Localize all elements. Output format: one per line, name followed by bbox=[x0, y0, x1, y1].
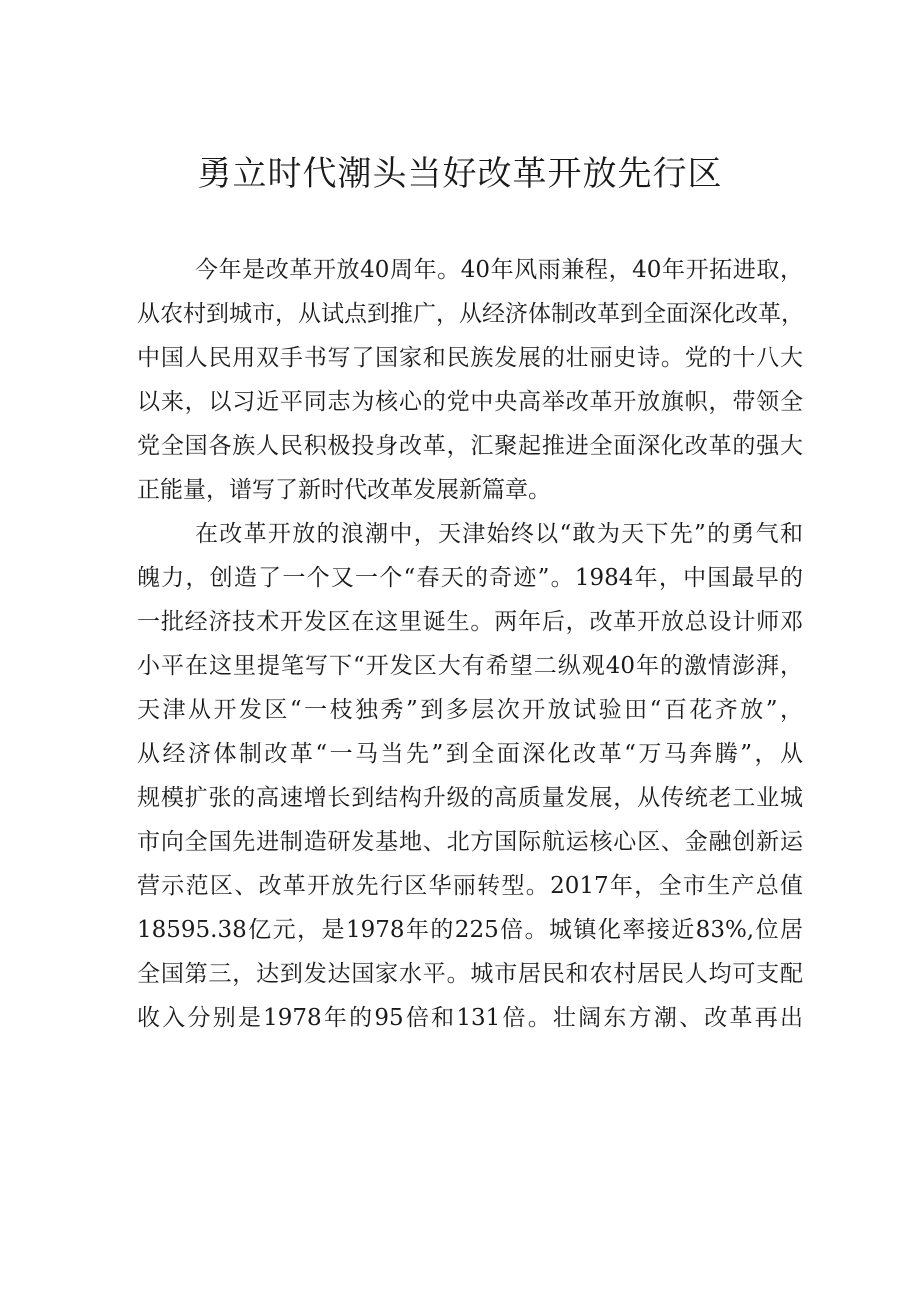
paragraph-line: 18595.38亿元，是1978年的225倍。城镇化率接近83%,位居 bbox=[137, 917, 803, 943]
paragraph-line: 党全国各族人民积极投身改革，汇聚起推进全面深化改革的强大 bbox=[137, 433, 803, 459]
paragraph-line: 正能量，谱写了新时代改革发展新篇章。 bbox=[137, 477, 551, 503]
paragraph-line: 从农村到城市，从试点到推广，从经济体制改革到全面深化改革， bbox=[137, 301, 804, 327]
paragraph-line: 以来，以习近平同志为核心的党中央高举改革开放旗帜，带领全 bbox=[137, 389, 803, 415]
paragraph-line: 天津从开发区“一枝独秀”到多层次开放试验田“百花齐放”， bbox=[137, 697, 803, 723]
paragraph-line: 营示范区、改革开放先行区华丽转型。2017年，全市生产总值 bbox=[137, 873, 803, 899]
paragraph-line: 全国第三，达到发达国家水平。城市居民和农村居民人均可支配 bbox=[137, 961, 803, 987]
paragraph-2 bbox=[137, 512, 803, 1040]
paragraph-line: 收入分别是1978年的95倍和131倍。壮阔东方潮、改革再出 bbox=[137, 1005, 803, 1031]
paragraph-line: 市向全国先进制造研发基地、北方国际航运核心区、金融创新运 bbox=[137, 829, 803, 855]
document-body bbox=[137, 248, 803, 1040]
paragraph-line: 规模扩张的高速增长到结构升级的高质量发展，从传统老工业城 bbox=[137, 785, 803, 811]
paragraph-line: 在改革开放的浪潮中，天津始终以“敢为天下先”的勇气和 bbox=[195, 521, 803, 547]
paragraph-1 bbox=[137, 248, 803, 512]
paragraph-line: 魄力，创造了一个又一个“春天的奇迹”。1984年，中国最早的 bbox=[137, 565, 803, 591]
paragraph-line: 今年是改革开放40周年。40年风雨兼程，40年开拓进取， bbox=[195, 257, 803, 283]
paragraph-line: 一批经济技术开发区在这里诞生。两年后，改革开放总设计师邓 bbox=[137, 609, 803, 635]
document-title: 勇立时代潮头当好改革开放先行区 bbox=[197, 154, 723, 194]
paragraph-line: 小平在这里提笔写下“开发区大有希望二纵观40年的激情澎湃， bbox=[137, 653, 803, 679]
paragraph-line: 从经济体制改革“一马当先”到全面深化改革“万马奔腾”，从 bbox=[137, 741, 803, 767]
paragraph-line: 中国人民用双手书写了国家和民族发展的壮丽史诗。党的十八大 bbox=[137, 345, 803, 371]
